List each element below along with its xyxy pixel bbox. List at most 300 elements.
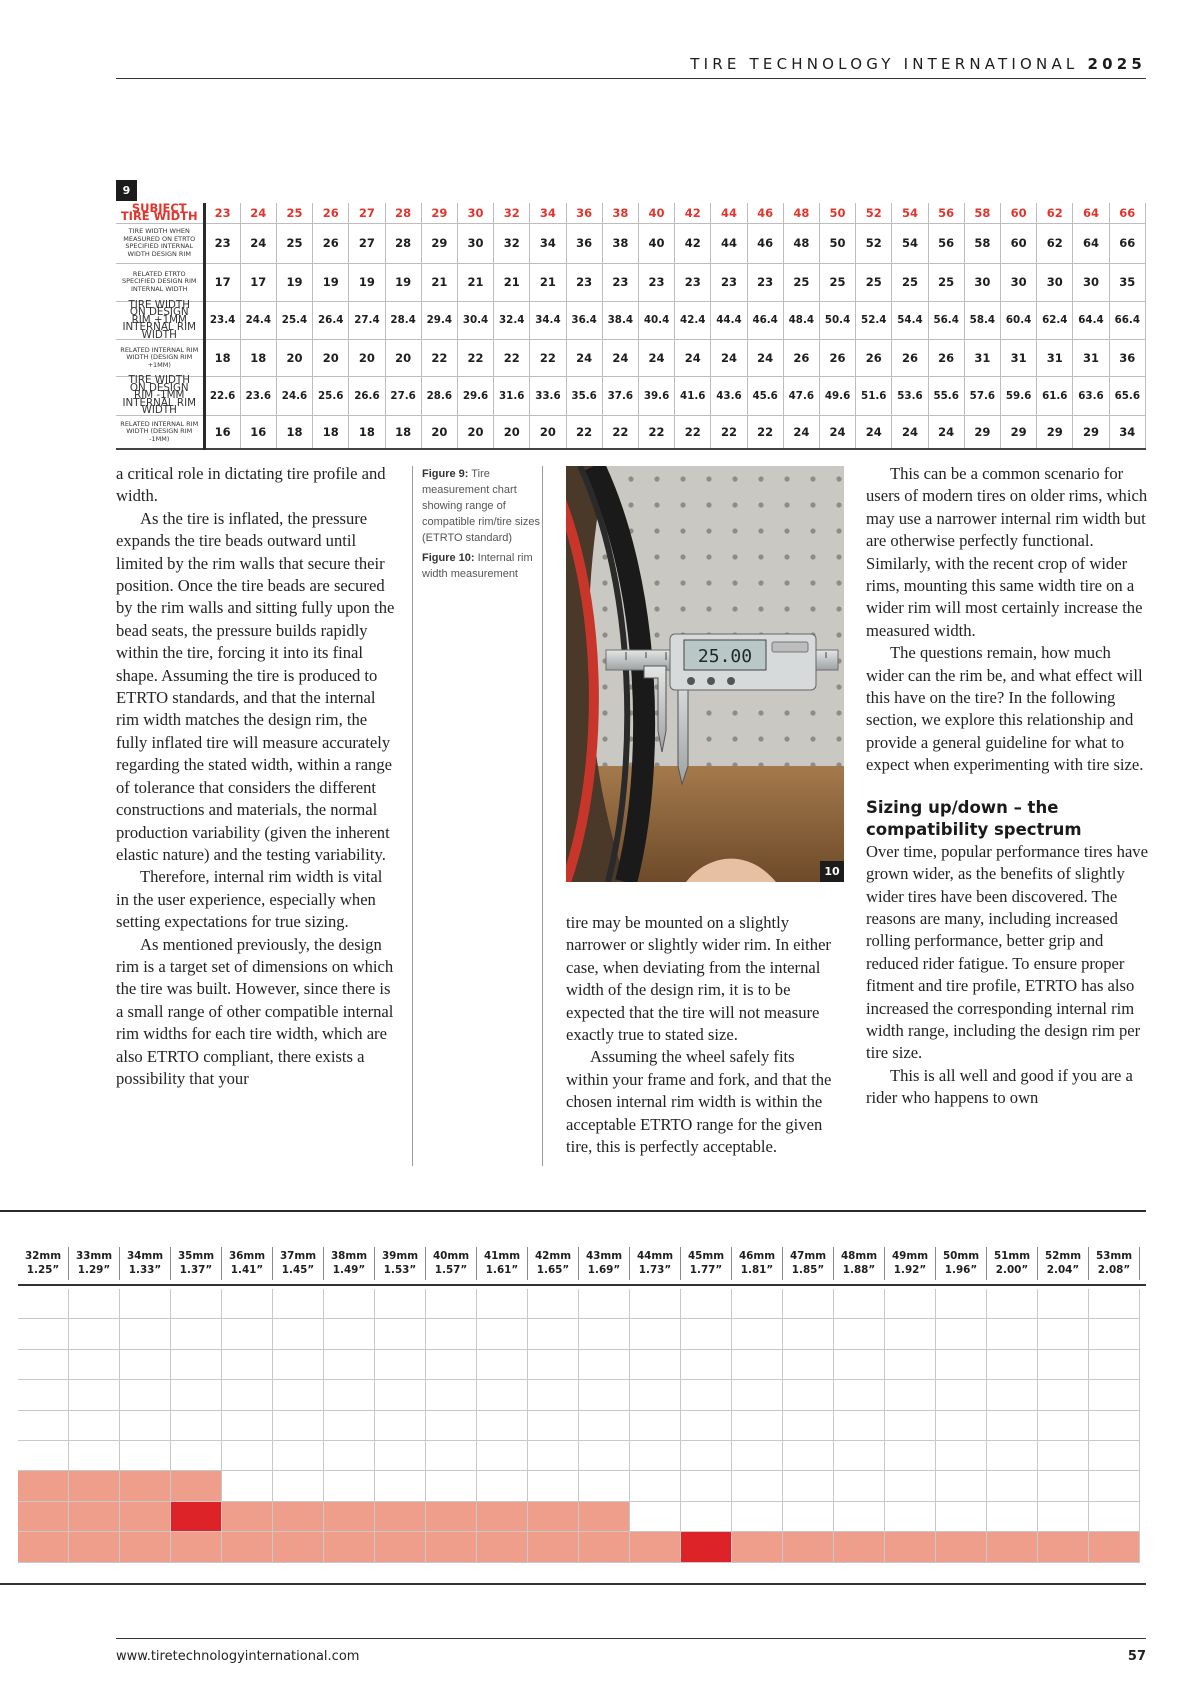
table-cell: 21: [457, 263, 493, 301]
table-cell: 24: [711, 340, 747, 377]
table-cell: 53.6: [892, 377, 928, 416]
grid-header-cell: [681, 1247, 732, 1280]
grid-cell: [834, 1289, 885, 1319]
table-cell: 22: [602, 415, 638, 449]
figure-9-caption: [422, 466, 542, 546]
table-cell: 16: [204, 415, 240, 449]
grid-cell: [222, 1411, 273, 1441]
grid-cell: [732, 1441, 783, 1471]
grid-cell: [222, 1441, 273, 1471]
grid-cell: [171, 1380, 222, 1410]
compatible-range-cell: [18, 1502, 69, 1532]
table-cell: 50.4: [819, 301, 855, 340]
table-cell: 46.4: [747, 301, 783, 340]
grid-cell: [426, 1471, 477, 1501]
grid-cell: [783, 1350, 834, 1380]
table-cell: 25: [892, 263, 928, 301]
grid-cell: [528, 1350, 579, 1380]
grid-cell: [732, 1411, 783, 1441]
table-cell: 26: [313, 223, 349, 263]
table-cell: 20: [494, 415, 530, 449]
grid-cell: [987, 1289, 1038, 1319]
table-cell: 29.6: [457, 377, 493, 416]
table-cell: 38: [602, 223, 638, 263]
grid-cell: [987, 1380, 1038, 1410]
figure-10-caption: [422, 550, 542, 582]
grid-cell: [426, 1350, 477, 1380]
grid-cell: [732, 1471, 783, 1501]
grid-cell: [579, 1289, 630, 1319]
table-cell: 26: [892, 340, 928, 377]
grid-cell: [1089, 1502, 1140, 1532]
table-cell: 30: [1000, 263, 1036, 301]
compatible-range-cell: [120, 1471, 171, 1501]
table-cell: 22: [530, 340, 566, 377]
tire-width-mm: 40mm: [432, 1250, 470, 1262]
table-cell: 36.4: [566, 301, 602, 340]
table-cell: 23: [747, 263, 783, 301]
table-cell: 23: [602, 263, 638, 301]
tire-width-mm: 45mm: [687, 1250, 725, 1262]
table-cell: 21: [494, 263, 530, 301]
table-cell: 42: [675, 223, 711, 263]
table-cell: 65.6: [1109, 377, 1145, 416]
grid-cell: [834, 1350, 885, 1380]
grid-cell: [936, 1411, 987, 1441]
compatible-range-cell: [273, 1532, 324, 1562]
table-cell: 46: [747, 223, 783, 263]
table-cell: 37.6: [602, 377, 638, 416]
table-cell: 42.4: [675, 301, 711, 340]
grid-cell: [1089, 1289, 1140, 1319]
table-cell: 23: [204, 223, 240, 263]
grid-header-cell: [222, 1247, 273, 1280]
grid-cell: [1038, 1471, 1089, 1501]
compatible-range-cell: [222, 1532, 273, 1562]
table-cell: 63.6: [1073, 377, 1109, 416]
grid-cell: [324, 1289, 375, 1319]
tire-width-mm: 37mm: [279, 1250, 317, 1262]
grid-header-cell: [630, 1247, 681, 1280]
table-cell: 23.6: [240, 377, 276, 416]
grid-cell: [273, 1319, 324, 1349]
table-cell: 58.4: [964, 301, 1000, 340]
grid-cell: [1089, 1380, 1140, 1410]
grid-cell: [783, 1380, 834, 1410]
tire-width-mm: 35mm: [177, 1250, 215, 1262]
tire-width-mm: 50mm: [942, 1250, 980, 1262]
table-cell: 48: [783, 203, 819, 223]
table-cell: 48: [783, 223, 819, 263]
table-cell: 35: [1109, 263, 1145, 301]
table-cell: 46: [747, 203, 783, 223]
table-cell: 24: [638, 340, 674, 377]
grid-cell: [936, 1441, 987, 1471]
grid-cell: [885, 1289, 936, 1319]
table-cell: 31: [1037, 340, 1073, 377]
table-cell: 58: [964, 203, 1000, 223]
grid-cell: [528, 1380, 579, 1410]
table-cell: 25: [928, 263, 964, 301]
grid-cell: [630, 1502, 681, 1532]
grid-cell: [69, 1319, 120, 1349]
grid-cell: [477, 1441, 528, 1471]
figure-9-caption-text: Tire measurement chart showing range of compatible rim/tire sizes (ETRTO standard): [422, 468, 540, 544]
grid-cell: [987, 1350, 1038, 1380]
table-cell: 24: [783, 415, 819, 449]
tire-width-mm: 53mm: [1095, 1250, 1133, 1262]
grid-header-cell: [783, 1247, 834, 1280]
table-cell: 39.6: [638, 377, 674, 416]
compatible-range-cell: [732, 1532, 783, 1562]
table-cell: 56: [928, 223, 964, 263]
text-column-4: [866, 463, 1148, 1110]
grid-cell: [273, 1289, 324, 1319]
tire-width-inch: 1.53”: [383, 1263, 417, 1276]
table-cell: 22: [675, 415, 711, 449]
grid-cell: [579, 1441, 630, 1471]
compatible-range-cell: [69, 1532, 120, 1562]
table-cell: 24.6: [276, 377, 312, 416]
grid-header-cell: [1089, 1247, 1140, 1280]
tire-width-inch: 1.69”: [587, 1263, 621, 1276]
table-cell: 22: [747, 415, 783, 449]
compatible-range-cell: [18, 1471, 69, 1501]
table-cell: 26: [819, 340, 855, 377]
grid-cell: [1089, 1350, 1140, 1380]
table-cell: 25: [276, 203, 312, 223]
table-cell: 24: [240, 203, 276, 223]
table-cell: 50: [819, 223, 855, 263]
grid-cell: [528, 1441, 579, 1471]
tire-width-inch: 1.81”: [740, 1263, 774, 1276]
table-cell: 20: [385, 340, 421, 377]
compatible-range-cell: [477, 1532, 528, 1562]
grid-header-cell: [528, 1247, 579, 1280]
table-cell: 34: [530, 203, 566, 223]
grid-header-cell: [426, 1247, 477, 1280]
grid-cell: [171, 1319, 222, 1349]
figure-9-badge: 9: [116, 180, 137, 201]
tire-width-mm: 48mm: [840, 1250, 878, 1262]
table-cell: 29: [1037, 415, 1073, 449]
table-cell: 29: [421, 223, 457, 263]
table-cell: 38.4: [602, 301, 638, 340]
running-head: [116, 55, 1146, 73]
table-cell: 44.4: [711, 301, 747, 340]
table-cell: 30: [964, 263, 1000, 301]
grid-header-rule: [18, 1284, 1146, 1286]
compatible-range-cell: [375, 1532, 426, 1562]
table-row: [116, 223, 1146, 263]
grid-cell: [18, 1289, 69, 1319]
grid-cell: [375, 1319, 426, 1349]
grid-cell: [732, 1502, 783, 1532]
table-cell: 19: [276, 263, 312, 301]
grid-cell: [1038, 1441, 1089, 1471]
compatible-range-cell: [273, 1502, 324, 1532]
publication-year: 2025: [1087, 55, 1146, 73]
table-cell: 59.6: [1000, 377, 1036, 416]
grid-cell: [375, 1411, 426, 1441]
grid-cell: [936, 1319, 987, 1349]
design-rim-cell: [681, 1532, 732, 1562]
table-cell: 66: [1109, 203, 1145, 223]
table-cell: 31: [1000, 340, 1036, 377]
grid-cell: [936, 1380, 987, 1410]
grid-cell: [324, 1441, 375, 1471]
grid-cell: [120, 1289, 171, 1319]
tire-width-mm: 32mm: [24, 1250, 62, 1262]
tire-width-inch: 2.00”: [995, 1263, 1029, 1276]
grid-cell: [885, 1380, 936, 1410]
compatible-range-cell: [18, 1532, 69, 1562]
grid-cell: [885, 1471, 936, 1501]
table-cell: 28.6: [421, 377, 457, 416]
grid-cell: [885, 1441, 936, 1471]
grid-cell: [834, 1441, 885, 1471]
grid-header-cell: [1038, 1247, 1089, 1280]
compatible-range-cell: [324, 1532, 375, 1562]
table-cell: 32: [494, 223, 530, 263]
table-cell: 18: [204, 340, 240, 377]
table-row: [116, 415, 1146, 449]
table-cell: 26.6: [349, 377, 385, 416]
table-cell: 24: [240, 223, 276, 263]
page-number: 57: [1127, 1649, 1146, 1664]
tire-width-mm: 38mm: [330, 1250, 368, 1262]
table-cell: 51.6: [856, 377, 892, 416]
tire-width-mm: 47mm: [789, 1250, 827, 1262]
tire-width-inch: 1.37”: [179, 1263, 213, 1276]
tire-width-inch: 1.25”: [26, 1263, 60, 1276]
column-divider: [542, 466, 543, 1166]
grid-header-cell: [834, 1247, 885, 1280]
grid-cell: [579, 1411, 630, 1441]
table-cell: 62: [1037, 203, 1073, 223]
grid-cell: [834, 1502, 885, 1532]
grid-cell: [426, 1441, 477, 1471]
table-row: [116, 340, 1146, 377]
compatible-range-cell: [120, 1502, 171, 1532]
grid-cell: [18, 1441, 69, 1471]
grid-header-cell: [324, 1247, 375, 1280]
table-cell: 24: [856, 415, 892, 449]
text-column-3: [566, 912, 838, 1158]
compatible-range-cell: [171, 1532, 222, 1562]
grid-header-cell: [375, 1247, 426, 1280]
grid-cell: [630, 1411, 681, 1441]
tire-width-mm: 42mm: [534, 1250, 572, 1262]
grid-cell: [528, 1319, 579, 1349]
table-cell: 38: [602, 203, 638, 223]
grid-cell: [120, 1319, 171, 1349]
tire-width-mm: 33mm: [75, 1250, 113, 1262]
compatible-range-cell: [69, 1502, 120, 1532]
table-cell: 17: [204, 263, 240, 301]
grid-header-cell: [69, 1247, 120, 1280]
compatible-range-cell: [375, 1502, 426, 1532]
grid-cell: [783, 1502, 834, 1532]
table-cell: 23: [711, 263, 747, 301]
grid-cell: [732, 1380, 783, 1410]
figure-10-badge: 10: [820, 861, 844, 882]
grid-cell: [120, 1350, 171, 1380]
table-cell: 29: [1073, 415, 1109, 449]
grid-cell: [171, 1289, 222, 1319]
paragraph: As mentioned previously, the design rim is a target set of dimensions on which the tire was built. However, since there is a small range of other compatible internal rim widths for each tire width, which are also ETRTO compliant, there exists a possibility that your: [116, 934, 394, 1088]
grid-cell: [69, 1380, 120, 1410]
table-cell: 23.4: [204, 301, 240, 340]
grid-cell: [1038, 1380, 1089, 1410]
table-cell: 42: [675, 203, 711, 223]
compatible-range-cell: [324, 1502, 375, 1532]
compatible-range-cell: [69, 1471, 120, 1501]
footer-rule: [116, 1638, 1146, 1639]
grid-cell: [222, 1289, 273, 1319]
table-cell: 18: [276, 415, 312, 449]
grid-cell: [783, 1319, 834, 1349]
table-cell: 28: [385, 223, 421, 263]
grid-cell: [324, 1380, 375, 1410]
chart-bottom-rule: [0, 1583, 1146, 1585]
table-cell: 66.4: [1109, 301, 1145, 340]
grid-cell: [273, 1441, 324, 1471]
table-cell: 56: [928, 203, 964, 223]
grid-cell: [222, 1319, 273, 1349]
grid-cell: [324, 1319, 375, 1349]
grid-cell: [1089, 1471, 1140, 1501]
paragraph: The questions remain, how much wider can the rim be, and what effect will this have on the tire? In the following section, we explore this relationship and provide a general guideline for what to expect when experimenting with tire size.: [866, 643, 1144, 775]
grid-cell: [477, 1411, 528, 1441]
text-column-1: [116, 463, 398, 1090]
column-divider: [412, 466, 413, 1166]
compatible-range-cell: [477, 1502, 528, 1532]
figure-10-caption-text: Internal rim width measurement: [422, 552, 533, 580]
compatible-range-cell: [885, 1532, 936, 1562]
table-cell: 31.6: [494, 377, 530, 416]
compatible-range-cell: [834, 1532, 885, 1562]
table-cell: 56.4: [928, 301, 964, 340]
table-cell: 62: [1037, 223, 1073, 263]
table-cell: 48.4: [783, 301, 819, 340]
table-cell: 52.4: [856, 301, 892, 340]
compatible-range-cell: [528, 1502, 579, 1532]
table-cell: 47.6: [783, 377, 819, 416]
table-cell: 29: [421, 203, 457, 223]
table-cell: 33.6: [530, 377, 566, 416]
table-cell: 64: [1073, 223, 1109, 263]
grid-cell: [630, 1441, 681, 1471]
table-cell: 29: [1000, 415, 1036, 449]
grid-cell: [936, 1471, 987, 1501]
compatible-range-cell: [120, 1532, 171, 1562]
grid-cell: [18, 1350, 69, 1380]
grid-cell: [528, 1471, 579, 1501]
table-cell: 40: [638, 223, 674, 263]
table-cell: 66: [1109, 223, 1145, 263]
table-cell: 22: [566, 415, 602, 449]
grid-cell: [834, 1471, 885, 1501]
grid-cell: [987, 1471, 1038, 1501]
grid-cell: [69, 1350, 120, 1380]
table-cell: 32: [494, 203, 530, 223]
chart-top-rule: [0, 1210, 1146, 1212]
table-cell: 40: [638, 203, 674, 223]
table-cell: 52: [856, 203, 892, 223]
table-cell: 21: [530, 263, 566, 301]
publication-title: TIRE TECHNOLOGY INTERNATIONAL: [690, 55, 1079, 73]
table-row: [116, 301, 1146, 340]
compatible-range-cell: [171, 1471, 222, 1501]
tire-width-inch: 1.85”: [791, 1263, 825, 1276]
grid-cell: [1038, 1289, 1089, 1319]
table-cell: 34: [1109, 415, 1145, 449]
table-cell: 54: [892, 203, 928, 223]
tire-width-mm: 44mm: [636, 1250, 674, 1262]
grid-cell: [222, 1380, 273, 1410]
grid-cell: [375, 1380, 426, 1410]
grid-cell: [732, 1289, 783, 1319]
table-cell: 22: [494, 340, 530, 377]
grid-cell: [987, 1319, 1038, 1349]
table-cell: 40.4: [638, 301, 674, 340]
compatible-range-cell: [1089, 1532, 1140, 1562]
table-cell: 64.4: [1073, 301, 1109, 340]
table-cell: 24: [892, 415, 928, 449]
grid-cell: [171, 1350, 222, 1380]
tire-width-inch: 1.96”: [944, 1263, 978, 1276]
table-cell: 24: [819, 415, 855, 449]
caliper-reading: 25.00: [697, 646, 753, 667]
grid-cell: [783, 1471, 834, 1501]
paragraph: This can be a common scenario for users of modern tires on older rims, which may use a narrower internal rim width but are otherwise perfectly functional. Similarly, with the recent crop of wider rims, mounting this same width tire on a wider rim will most certainly increase the measured width.: [866, 464, 1148, 640]
table-cell: 25: [856, 263, 892, 301]
table-cell: 22: [457, 340, 493, 377]
footer-url: www.tiretechnologyinternational.com: [116, 1649, 360, 1664]
grid-header-cell: [18, 1247, 69, 1280]
grid-cell: [681, 1441, 732, 1471]
table-cell: 60.4: [1000, 301, 1036, 340]
grid-cell: [426, 1411, 477, 1441]
table-cell: 43.6: [711, 377, 747, 416]
table-cell: 22: [421, 340, 457, 377]
grid-cell: [120, 1380, 171, 1410]
grid-cell: [1038, 1411, 1089, 1441]
grid-cell: [1089, 1411, 1140, 1441]
grid-cell: [834, 1380, 885, 1410]
compatible-range-cell: [783, 1532, 834, 1562]
grid-header-cell: [732, 1247, 783, 1280]
compatible-range-cell: [426, 1502, 477, 1532]
grid-cell: [69, 1289, 120, 1319]
table-cell: 31: [964, 340, 1000, 377]
table-cell: 25: [276, 223, 312, 263]
grid-cell: [273, 1471, 324, 1501]
grid-cell: [579, 1319, 630, 1349]
grid-cell: [171, 1441, 222, 1471]
table-cell: 55.6: [928, 377, 964, 416]
table-cell: 20: [276, 340, 312, 377]
grid-header-cell: [273, 1247, 324, 1280]
table-cell: 27: [349, 223, 385, 263]
caliper-photo-illustration: [566, 466, 844, 882]
grid-cell: [273, 1380, 324, 1410]
grid-cell: [681, 1289, 732, 1319]
grid-cell: [783, 1289, 834, 1319]
figure-captions: [422, 466, 542, 586]
table-cell: 57.6: [964, 377, 1000, 416]
